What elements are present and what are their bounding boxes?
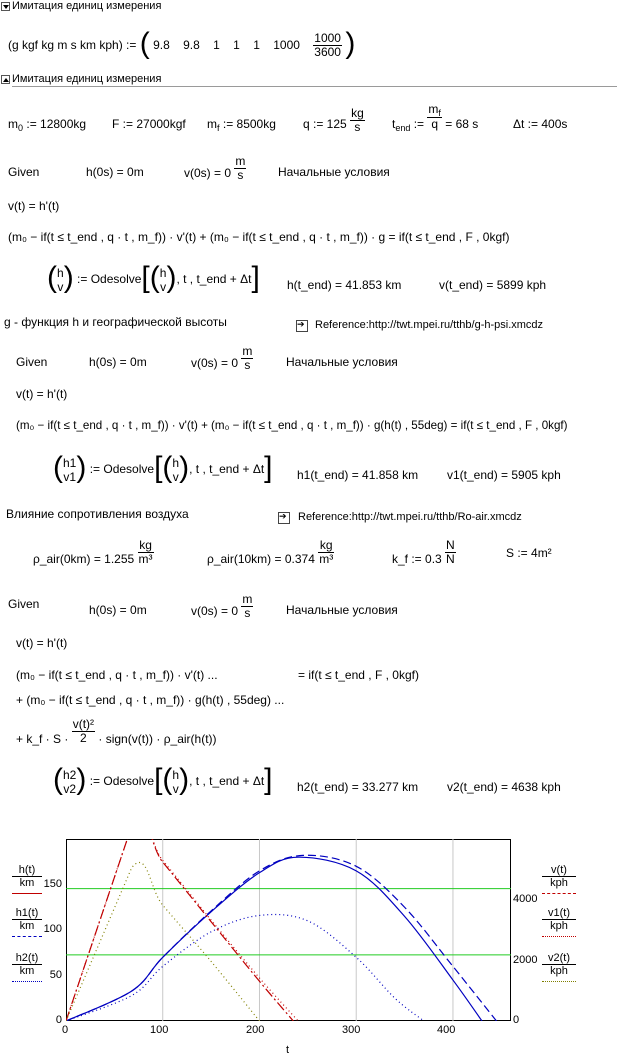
units-definition[interactable] [8,27,355,63]
left-axis-label-h1: h1(t) km [12,907,42,937]
rho-air-10[interactable]: ρ_air(10km) = 0.374 $\frac{kg}{\text{m³}}$ [207,538,334,566]
initial-conditions-text: Начальные условия [286,355,398,369]
result-v[interactable]: v(t_end) = 5899 kph [439,278,547,292]
initial-conditions-text: Начальные условия [278,165,390,179]
units-val-4: 1 [253,38,260,52]
initial-v[interactable]: v(0s) = 0 $\frac{m}{s}$ [184,154,246,182]
y-right-tick: 2000 [513,954,538,966]
y-left-tick: 0 [55,1014,62,1026]
initial-h[interactable]: h(0s) = 0m [89,603,147,617]
reference-arrow-icon[interactable] [278,512,290,524]
param-tend[interactable]: $t_{end}$ := $\frac{m_f}{q}$ = 68 s [392,102,479,134]
region-header-1[interactable] [0,0,617,14]
odesolve-line[interactable]: (h1 v1) := Odesolve[(h v), t , t_end + Δt] [53,451,273,484]
left-paren: ( [139,26,150,60]
note-gravity: g - функция h и географической высоты [4,315,227,329]
expand-toggle-icon[interactable] [1,75,10,84]
reference-arrow-icon[interactable] [296,320,308,332]
ode-eq2[interactable]: (m₀ − if(t ≤ t_end , q · t , m_f)) · v'(t) + (m₀ − if(t ≤ t_end , q · t , m_f)) · g(h(t) , 55deg) = if(t ≤ t_end , F , 0kgf) [16,419,568,432]
note-air-drag: Влияние сопротивления воздуха [6,507,189,521]
region-label: Имитация единиц измерения [12,0,162,12]
result-v2[interactable]: v2(t_end) = 4638 kph [447,780,561,794]
collapse-toggle-icon[interactable] [1,2,10,11]
plot-area[interactable] [66,839,511,1021]
units-val-0: 9.8 [153,38,170,52]
result-h[interactable]: h(t_end) = 41.853 km [287,278,402,292]
y-left-tick: 100 [43,923,62,935]
region-divider [12,86,617,87]
ode-eq1[interactable]: v(t) = h'(t) [16,387,68,401]
odesolve-line[interactable]: (h v) := Odesolve[(h v), t , t_end + Δt] [47,261,260,294]
param-q[interactable]: q := 125 $\frac{kg}{s}$ [303,106,364,134]
units-fraction: $\frac{1000}{3600}$ [314,31,341,60]
result-h1[interactable]: h1(t_end) = 41.858 km [297,468,419,482]
param-m0[interactable]: $m_0$ := 12800kg [8,117,87,133]
odesolve-line[interactable]: (h2 v2) := Odesolve[(h v), t , t_end + Δt] [53,763,273,796]
result-h2[interactable]: h2(t_end) = 33.277 km [297,780,419,794]
given-keyword[interactable]: Given [8,165,40,179]
x-tick: 300 [342,1024,361,1036]
initial-v[interactable]: v(0s) = 0 $\frac{m}{s}$ [191,344,253,372]
region-header-2[interactable] [0,73,617,87]
ode-eq2[interactable]: (m₀ − if(t ≤ t_end , q · t , m_f)) · v'(t) + (m₀ − if(t ≤ t_end , q · t , m_f)) · g = if(t ≤ t_end , F , 0kgf) [8,230,510,244]
result-v1[interactable]: v1(t_end) = 5905 kph [447,468,561,482]
ode-eq2a-rhs[interactable]: = if(t ≤ t_end , F , 0kgf) [298,668,419,682]
x-tick: 0 [62,1024,69,1036]
units-val-1: 9.8 [183,38,200,52]
param-dt[interactable]: Δt := 400s [513,117,568,131]
ode-eq2a[interactable]: (m₀ − if(t ≤ t_end , q · t , m_f)) · v'(t) ... [16,668,218,682]
units-val-2: 1 [213,38,220,52]
y-right-tick: 4000 [513,893,538,905]
reference-link-2[interactable]: Reference:http://twt.mpei.ru/tthb/Ro-air.xmcdz [298,511,522,523]
given-keyword[interactable]: Given [8,597,40,611]
right-axis-label-v2: v2(t) kph [542,952,576,982]
ode-eq1[interactable]: v(t) = h'(t) [16,636,68,650]
initial-v[interactable]: v(0s) = 0 $\frac{m}{s}$ [191,592,253,620]
given-keyword[interactable]: Given [16,355,48,369]
ode-eq1[interactable]: v(t) = h'(t) [8,199,60,213]
param-S[interactable]: S := 4m² [506,546,552,560]
y-left-tick: 150 [43,878,62,890]
right-axis-label-v1: v1(t) kph [542,907,576,937]
y-right-tick: 0 [513,1014,520,1026]
initial-h[interactable]: h(0s) = 0m [86,165,144,179]
x-axis-label: t [286,1044,290,1056]
reference-link-1[interactable]: Reference:http://twt.mpei.ru/tthb/g-h-psi.xmcdz [315,319,544,331]
initial-h[interactable]: h(0s) = 0m [89,355,147,369]
x-tick: 100 [150,1024,169,1036]
right-axis-label-v: v(t) kph [542,864,576,894]
y-left-tick: 50 [49,969,62,981]
param-F[interactable]: F := 27000kgf [112,117,186,131]
left-axis-label-h: h(t) km [12,864,42,894]
x-tick: 400 [437,1024,456,1036]
left-axis-label-h2: h2(t) km [12,952,42,982]
initial-conditions-text: Начальные условия [286,603,398,617]
x-tick: 200 [246,1024,265,1036]
region-label: Имитация единиц измерения [12,73,162,85]
ode-eq2c[interactable]: + k_f · S · $\frac{\text{v(t)²}}{2}$ · sign(v(t)) · ρ_air(h(t)) [16,717,217,746]
units-val-5: 1000 [273,38,300,52]
units-val-3: 1 [233,38,240,52]
units-lhs: (g kgf kg m s km kph) [8,38,123,52]
ode-eq2b[interactable]: + (m₀ − if(t ≤ t_end , q · t , m_f)) · g(h(t) , 55deg) ... [16,693,285,707]
right-paren: ) [345,26,356,60]
rho-air-0[interactable]: ρ_air(0km) = 1.255 $\frac{kg}{\text{m³}}$ [33,538,153,566]
assign-op: := [126,38,137,52]
param-kf[interactable]: k_f := 0.3 $\frac{N}{N}$ [392,538,455,566]
param-mf[interactable]: $m_f$ := 8500kg [207,117,276,133]
